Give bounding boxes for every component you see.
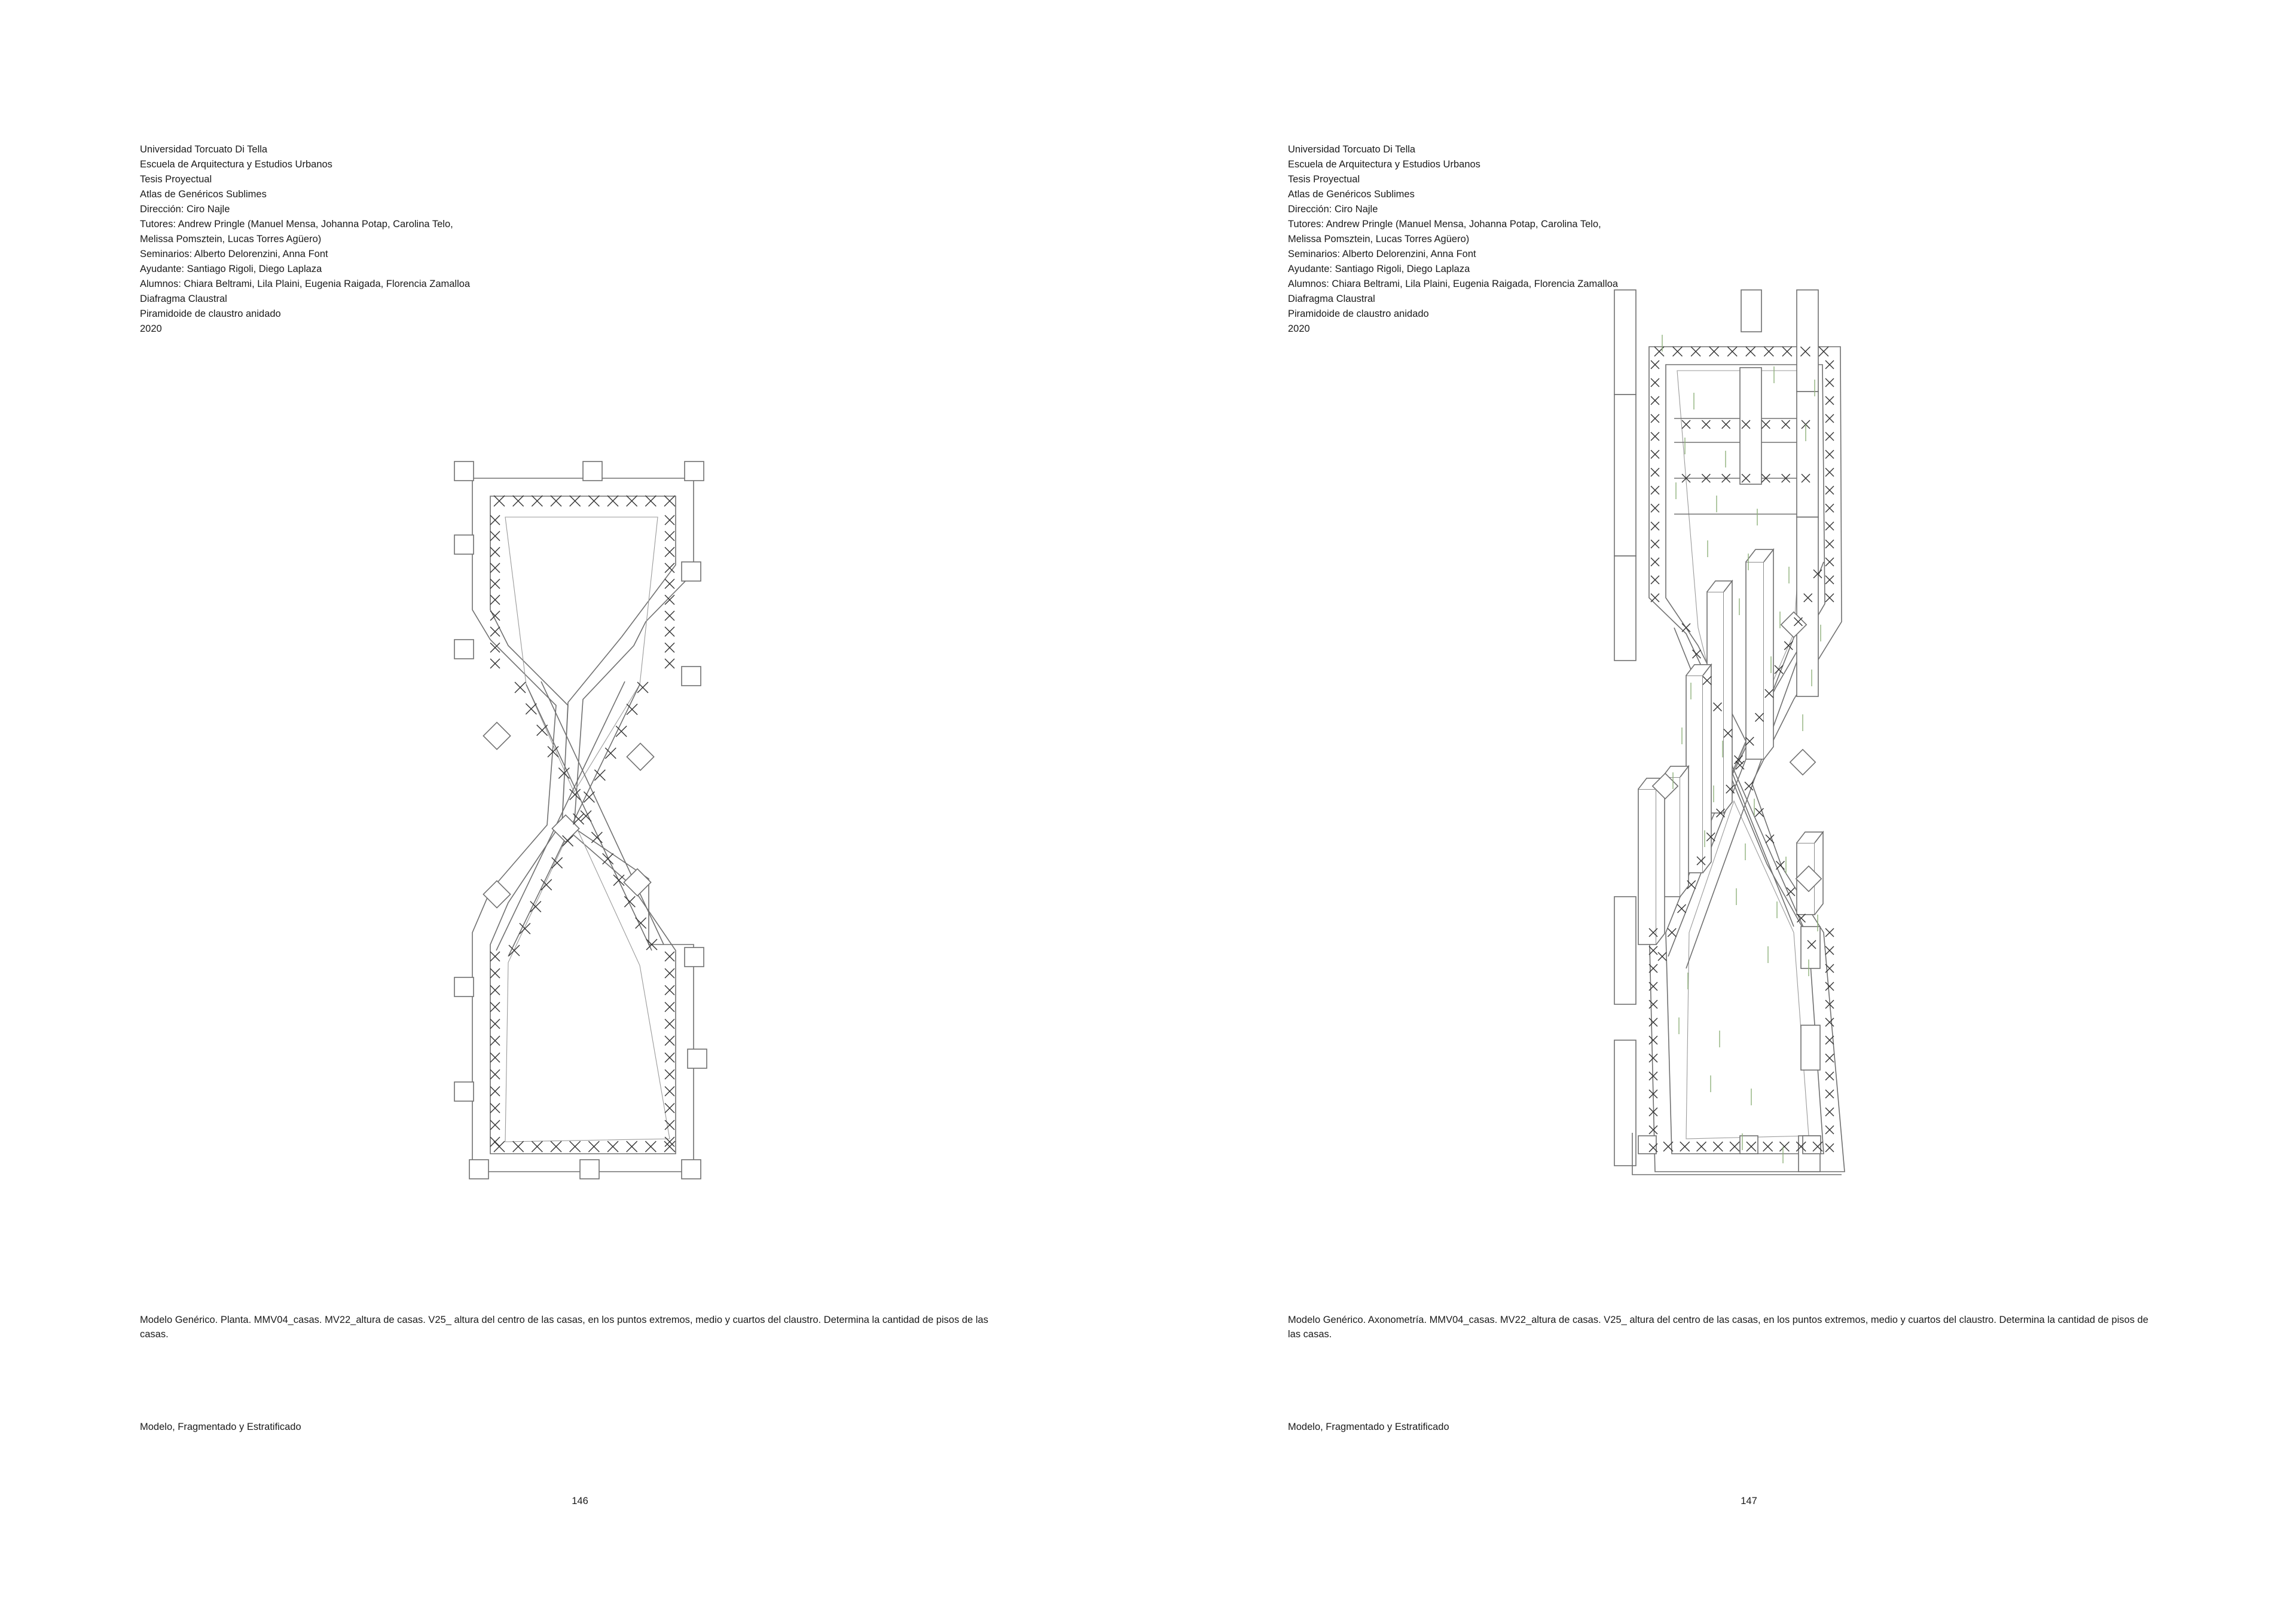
tree-mark <box>490 968 500 978</box>
tree-mark <box>570 1141 581 1152</box>
tree-mark <box>1779 1142 1789 1151</box>
credit-line: Piramidoide de claustro anidado <box>1288 308 1429 319</box>
tree-mark <box>665 985 674 995</box>
inner-perimeter-line <box>490 496 676 1154</box>
tower-prism <box>1614 395 1636 556</box>
tree-mark <box>637 682 648 693</box>
house-block <box>627 743 654 770</box>
house-block <box>624 869 651 895</box>
tower-prism <box>1741 290 1761 332</box>
credit-line: Seminarios: Alberto Delorenzini, Anna Font <box>140 249 328 259</box>
crossing-corridor <box>496 681 625 950</box>
tower-prism <box>1614 897 1636 1004</box>
outer-perimeter-line <box>472 478 694 1172</box>
tree-mark <box>1730 1142 1739 1151</box>
tree-mark <box>513 496 524 506</box>
credit-line: Diafragma Claustral <box>1288 294 1375 304</box>
tower-prism <box>1797 290 1818 392</box>
tree-mark <box>1825 1036 1834 1044</box>
section-title: Modelo, Fragmentado y Estratificado <box>1288 1422 1449 1432</box>
tree-mark <box>627 1141 637 1152</box>
tree-mark <box>490 1069 500 1079</box>
tree-mark <box>665 627 674 637</box>
figure-caption: Modelo Genérico. Axonometría. MMV04_casas. MV22_altura de casas. V25_ altura del centro de las casas, en los puntos extremos, medio y cuartos del claustro. Determina la cantidad de pisos de las casas. <box>1288 1315 2149 1340</box>
house-block <box>469 1160 488 1179</box>
tree-mark <box>665 515 674 525</box>
tree-mark <box>1713 1142 1723 1151</box>
tower-prism <box>1686 665 1711 873</box>
tree-mark <box>665 531 674 541</box>
tree-mark <box>1825 1072 1834 1080</box>
house-block <box>682 1160 701 1179</box>
tree-mark <box>515 682 526 693</box>
credit-line: Ayudante: Santiago Rigoli, Diego Laplaza <box>140 264 322 274</box>
tower-prism <box>1797 517 1818 696</box>
tower-prism <box>1638 778 1665 945</box>
credit-line: Alumnos: Chiara Beltrami, Lila Plaini, Eugenia Raigada, Florencia Zamalloa <box>140 279 471 289</box>
tree-mark <box>607 496 618 506</box>
tree-mark <box>665 1002 674 1012</box>
tree-mark <box>1702 420 1710 429</box>
tree-mark <box>490 1104 500 1113</box>
tree-mark <box>1651 414 1659 423</box>
tree-mark <box>1825 928 1834 937</box>
page-number: 146 <box>572 1496 588 1506</box>
tree-mark <box>588 496 599 506</box>
tree-mark <box>1651 468 1659 476</box>
tree-mark <box>627 704 637 715</box>
tree-mark <box>490 579 500 589</box>
credit-line: Escuela de Arquitectura y Estudios Urbanos <box>1288 159 1480 170</box>
tree-mark <box>1649 946 1657 955</box>
figure-caption: Modelo Genérico. Planta. MMV04_casas. MV22_altura de casas. V25_ altura del centro de las casas, en los puntos extremos, medio y cuartos del claustro. Determina la cantidad de pisos de las casas. <box>140 1315 988 1340</box>
credit-line: Universidad Torcuato Di Tella <box>140 144 268 155</box>
credit-line: Dirección: Ciro Najle <box>140 204 230 215</box>
tree-mark <box>1649 1000 1657 1008</box>
tree-mark <box>1651 396 1659 405</box>
tree-mark <box>1782 347 1792 356</box>
house-block <box>685 461 704 481</box>
tree-mark <box>1825 378 1834 387</box>
credit-line: Piramidoide de claustro anidado <box>140 308 281 319</box>
tree-mark <box>1651 486 1659 494</box>
tree-mark <box>1649 1036 1657 1044</box>
tree-mark <box>665 1053 674 1062</box>
tree-mark <box>664 1141 675 1152</box>
crossing-corridor <box>526 684 652 950</box>
tree-mark <box>1691 347 1700 356</box>
house-block <box>583 461 602 481</box>
tree-mark <box>520 923 530 934</box>
tree-mark <box>1682 623 1690 632</box>
credit-line: 2020 <box>140 323 162 334</box>
house-block <box>454 461 474 481</box>
tree-mark <box>532 496 542 506</box>
tree-mark <box>1673 347 1683 356</box>
tree-mark <box>494 1141 505 1152</box>
tree-mark <box>1746 347 1755 356</box>
tree-mark <box>1680 1142 1690 1151</box>
tree-mark <box>526 704 536 714</box>
tree-mark <box>490 1086 500 1096</box>
tree-mark <box>624 896 635 907</box>
house-block <box>580 1160 599 1179</box>
tree-mark <box>509 945 520 956</box>
tree-mark <box>1709 347 1719 356</box>
tree-mark <box>1722 420 1730 429</box>
tree-mark <box>1825 522 1834 530</box>
tree-mark <box>1825 982 1834 991</box>
tree-mark <box>1825 1108 1834 1116</box>
credit-line: Seminarios: Alberto Delorenzini, Anna Font <box>1288 249 1476 259</box>
house-block <box>483 881 510 907</box>
tree-mark <box>645 496 656 506</box>
tree-mark <box>490 515 500 525</box>
tree-mark <box>1825 486 1834 494</box>
tree-mark <box>665 547 674 557</box>
tree-mark <box>490 547 500 557</box>
tree-mark <box>1651 378 1659 387</box>
tree-mark <box>1682 420 1690 429</box>
tree-mark <box>1649 1126 1657 1134</box>
page-right <box>1148 0 2296 1623</box>
crossing-corridor <box>541 681 664 945</box>
tree-mark <box>665 1120 674 1130</box>
house-block <box>1790 750 1815 775</box>
tree-mark <box>490 1002 500 1012</box>
tree-mark <box>588 1141 599 1152</box>
tree-mark <box>513 1141 524 1152</box>
tree-mark <box>1825 576 1834 584</box>
axonometric-drawing <box>1148 0 2296 1623</box>
tree-mark <box>1825 946 1834 955</box>
tree-mark <box>1825 1018 1834 1026</box>
tree-mark <box>665 643 674 652</box>
tree-mark <box>665 579 674 589</box>
tree-mark <box>665 611 674 621</box>
tree-mark <box>1825 540 1834 548</box>
tower-prism <box>1614 290 1636 395</box>
tree-mark <box>537 725 548 736</box>
house-block <box>454 1082 474 1101</box>
tree-mark <box>1766 835 1774 843</box>
tree-mark <box>1649 1054 1657 1062</box>
tree-mark <box>1825 504 1834 512</box>
tree-mark <box>1825 360 1834 369</box>
credit-line: Tesis Proyectual <box>140 174 212 185</box>
tree-mark <box>1651 450 1659 459</box>
tree-mark <box>665 952 674 961</box>
tree-mark <box>1678 904 1686 913</box>
credit-line: 2020 <box>1288 323 1310 334</box>
tree-mark <box>1649 1018 1657 1026</box>
tree-mark <box>1651 432 1659 441</box>
tree-mark <box>1697 1142 1706 1151</box>
tower-prism <box>1746 549 1773 759</box>
credit-line: Atlas de Genéricos Sublimes <box>140 189 267 200</box>
tree-mark <box>532 1141 542 1152</box>
tree-mark <box>1825 1054 1834 1062</box>
tree-mark <box>490 1137 500 1147</box>
tree-mark <box>665 1019 674 1029</box>
tree-mark <box>1651 540 1659 548</box>
tree-mark <box>1825 594 1834 602</box>
tower-prism <box>1740 368 1761 484</box>
house-block <box>483 722 510 749</box>
tree-mark <box>490 1120 500 1130</box>
tree-mark <box>665 1036 674 1046</box>
tree-mark <box>665 1086 674 1096</box>
tree-mark <box>627 496 637 506</box>
tree-mark <box>645 1141 656 1152</box>
house-block <box>682 667 701 686</box>
tree-mark <box>1651 576 1659 584</box>
tree-mark <box>1761 420 1770 429</box>
tree-mark <box>1825 1126 1834 1134</box>
tree-mark <box>665 659 674 668</box>
tree-mark <box>1727 347 1737 356</box>
tree-mark <box>490 1036 500 1046</box>
tower-prism <box>1801 927 1820 968</box>
tree-mark <box>490 985 500 995</box>
tree-mark <box>1825 1090 1834 1098</box>
credit-line: Alumnos: Chiara Beltrami, Lila Plaini, Eugenia Raigada, Florencia Zamalloa <box>1288 279 1619 289</box>
tree-mark <box>665 1069 674 1079</box>
tree-mark <box>1825 450 1834 459</box>
tree-mark <box>1819 347 1828 356</box>
tree-mark <box>1782 420 1790 429</box>
tower-prism <box>1797 392 1818 517</box>
tree-mark <box>1764 347 1773 356</box>
tree-mark <box>665 595 674 604</box>
tree-mark <box>1784 641 1793 650</box>
tree-mark <box>1651 594 1659 602</box>
tree-mark <box>1668 928 1676 937</box>
page-number: 147 <box>1741 1496 1757 1506</box>
credit-line: Tutores: Andrew Pringle (Manuel Mensa, Johanna Potap, Carolina Telo, Melissa Pomsztein, Lucas Torres Agüero) <box>1288 219 1601 244</box>
credit-line: Escuela de Arquitectura y Estudios Urbanos <box>140 159 332 170</box>
credit-line: Universidad Torcuato Di Tella <box>1288 144 1416 155</box>
tree-mark <box>1658 952 1666 961</box>
tree-mark <box>665 1104 674 1113</box>
tree-mark <box>490 563 500 573</box>
section-title: Modelo, Fragmentado y Estratificado <box>140 1422 301 1432</box>
house-block <box>454 535 474 554</box>
credit-line: Ayudante: Santiago Rigoli, Diego Laplaza <box>1288 264 1470 274</box>
tree-mark <box>613 875 624 886</box>
tower-prism <box>1801 1025 1820 1070</box>
tree-mark <box>551 1141 561 1152</box>
house-block <box>682 562 701 581</box>
house-block <box>454 977 474 997</box>
tree-mark <box>1651 522 1659 530</box>
tree-mark <box>490 531 500 541</box>
tree-mark <box>1797 914 1806 922</box>
tree-mark <box>665 968 674 978</box>
credit-line: Tesis Proyectual <box>1288 174 1360 185</box>
tree-mark <box>1825 1144 1834 1152</box>
tower-prism <box>1614 556 1636 661</box>
tree-mark <box>1651 360 1659 369</box>
tree-mark <box>490 1019 500 1029</box>
tree-mark <box>1651 558 1659 566</box>
tree-mark <box>1825 414 1834 423</box>
crossing-corridor <box>508 684 640 956</box>
house-block <box>1638 1136 1656 1154</box>
credit-line: Diafragma Claustral <box>140 294 227 304</box>
tree-mark <box>603 854 613 864</box>
tree-mark <box>570 496 581 506</box>
tree-mark <box>607 1141 618 1152</box>
tree-mark <box>1825 558 1834 566</box>
house-block <box>454 640 474 659</box>
tree-mark <box>490 952 500 961</box>
tree-mark <box>494 496 505 506</box>
tree-mark <box>490 627 500 637</box>
tree-mark <box>1763 1142 1773 1151</box>
house-block <box>685 947 704 967</box>
tree-mark <box>1651 504 1659 512</box>
tree-mark <box>551 496 561 506</box>
credit-line: Dirección: Ciro Najle <box>1288 204 1378 215</box>
tree-mark <box>664 496 675 506</box>
tree-mark <box>1825 396 1834 405</box>
credit-line: Atlas de Genéricos Sublimes <box>1288 189 1415 200</box>
tree-mark <box>1825 432 1834 441</box>
tree-mark <box>490 595 500 604</box>
house-block <box>688 1049 707 1068</box>
tree-mark <box>490 659 500 668</box>
credit-line: Tutores: Andrew Pringle (Manuel Mensa, Johanna Potap, Carolina Telo, Melissa Pomsztein, Lucas Torres Agüero) <box>140 219 453 244</box>
tree-mark <box>490 1053 500 1062</box>
tree-mark <box>1825 468 1834 476</box>
